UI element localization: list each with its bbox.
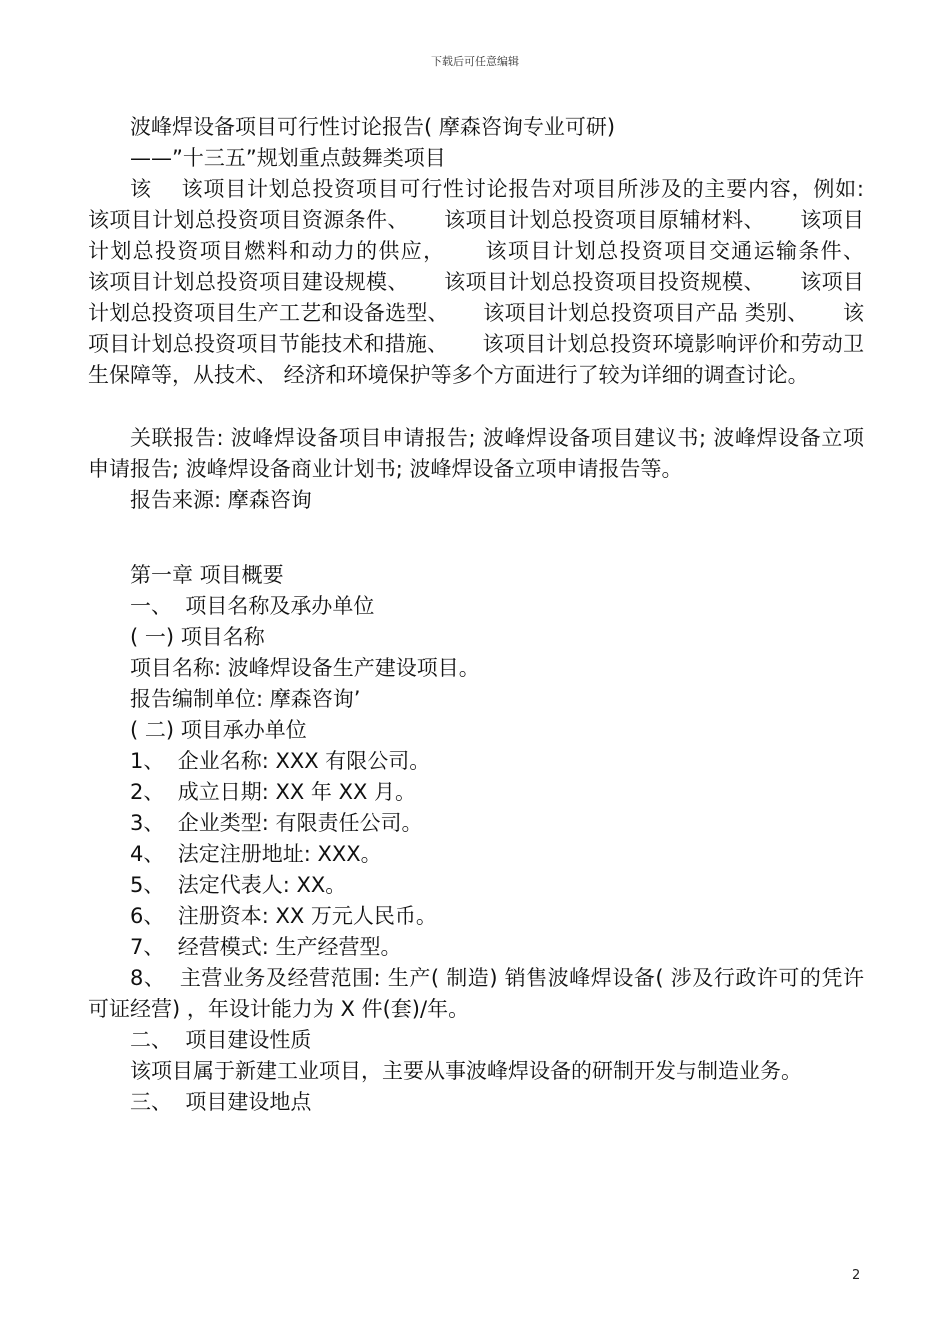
subsection-heading-1: ( 一) 项目名称 — [130, 625, 265, 649]
list-item: 1、 企业名称: XXX 有限公司。 — [130, 749, 431, 773]
list-item: 5、 法定代表人: XX。 — [130, 873, 347, 897]
list-item: 3、 企业类型: 有限责任公司。 — [130, 811, 423, 835]
project-name: 项目名称: 波峰焊设备生产建设项目。 — [130, 656, 480, 680]
page-header: 下载后可任意编辑 — [431, 55, 519, 68]
report-source: 报告来源: 摩森咨询 — [130, 488, 312, 512]
report-subtitle: ——”十三五”规划重点鼓舞类项目 — [130, 146, 446, 170]
section-heading-1: 一、 项目名称及承办单位 — [130, 594, 375, 618]
section-heading-3: 三、 项目建设地点 — [130, 1090, 312, 1114]
list-item: 4、 法定注册地址: XXX。 — [130, 842, 382, 866]
compiler-unit: 报告编制单位: 摩森咨询’ — [130, 687, 361, 711]
list-item: 8、 主营业务及经营范围: 生产( 制造) 销售波峰焊设备( 涉及行政许可的凭许可证经营) ，年设计能力为 X 件(套)/年。 — [88, 966, 864, 1021]
related-reports: 关联报告: 波峰焊设备项目申请报告; 波峰焊设备项目建议书; 波峰焊设备立项申请报告; 波峰焊设备商业计划书; 波峰焊设备立项申请报告等。 — [88, 426, 864, 481]
chapter-heading: 第一章 项目概要 — [130, 563, 284, 587]
page-number: 2 — [852, 1268, 861, 1283]
list-item: 7、 经营模式: 生产经营型。 — [130, 935, 402, 959]
construction-nature: 该项目属于新建工业项目，主要从事波峰焊设备的研制开发与制造业务。 — [130, 1059, 802, 1083]
list-item: 6、 注册资本: XX 万元人民币。 — [130, 904, 437, 928]
subsection-heading-2: ( 二) 项目承办单位 — [130, 718, 307, 742]
section-heading-2: 二、 项目建设性质 — [130, 1028, 312, 1052]
document-body — [88, 112, 898, 1118]
list-item: 2、 成立日期: XX 年 XX 月。 — [130, 780, 417, 804]
intro-paragraph: 该 该项目计划总投资项目可行性讨论报告对项目所涉及的主要内容，例如: 该项目计划总投资项目资源条件、 该项目计划总投资项目原辅材料、 该项目计划总投资项目燃料和动力的供应， 该项目计划总投资项目交通运输条件、 该项目计划总投资项目建设规模、 该项目计划总投资项目投资规模、 该项目计划总投资项目生产工艺和设备选型、 该项目计划总投资项目产品 类别、 该项目计划总投资项目节能技术和措施、 该项目计划总投资环境影响评价和劳动卫生保障等，从技术、 经济和环境保护等多个方面进行了较为详细的调查讨论。 — [88, 177, 898, 387]
report-title: 波峰焊设备项目可行性讨论报告( 摩森咨询专业可研) — [130, 115, 616, 139]
